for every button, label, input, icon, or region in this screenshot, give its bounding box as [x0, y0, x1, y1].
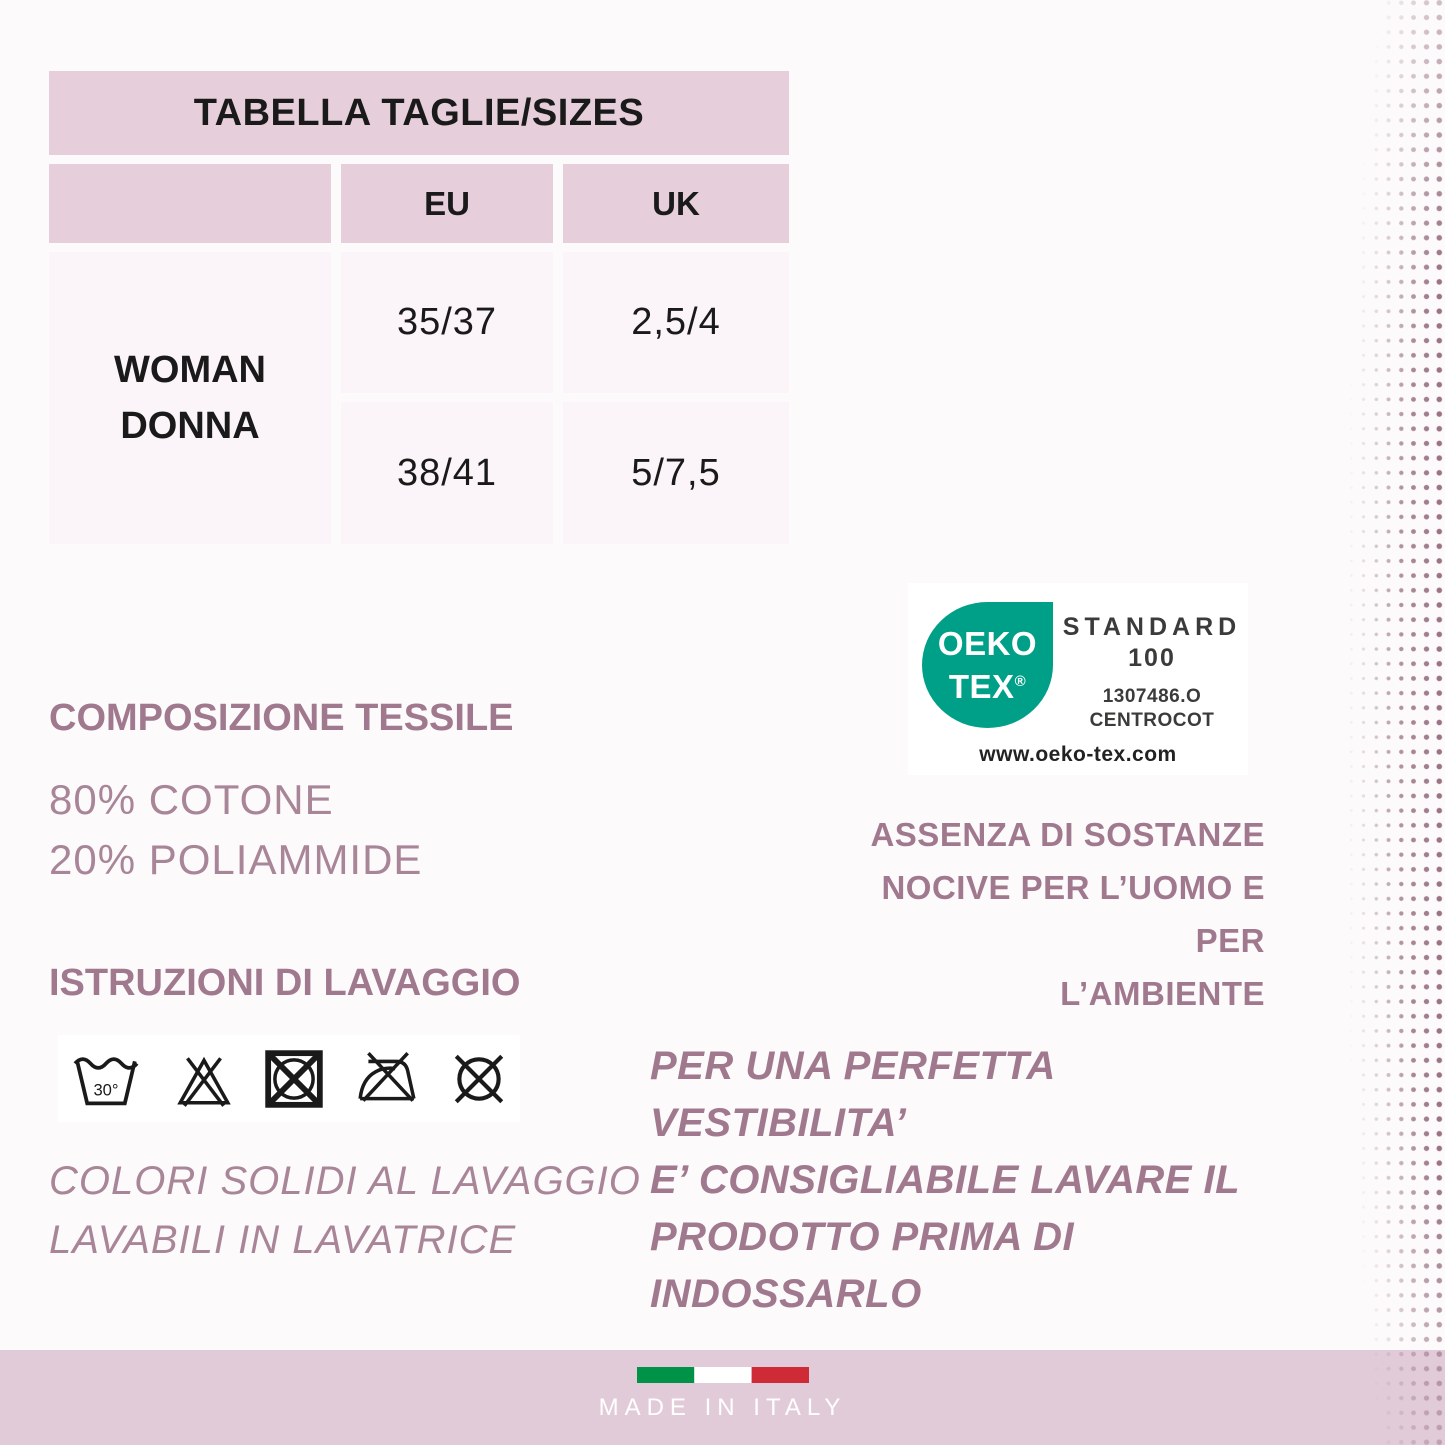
size-table-col-eu: EU — [341, 164, 553, 243]
washing-notes — [49, 1152, 641, 1270]
oeko-tex-label — [908, 583, 1248, 775]
size-table — [49, 71, 789, 544]
group-label-line1: WOMAN — [114, 349, 266, 391]
fit-advice-line2: E’ CONSIGLIABILE LAVARE IL — [650, 1158, 1241, 1202]
oeko-tex-drop-logo — [922, 602, 1053, 728]
washing-heading: ISTRUZIONI DI LAVAGGIO — [49, 962, 521, 1004]
fit-advice-line3: PRODOTTO PRIMA DI INDOSSARLO — [650, 1215, 1075, 1316]
oeko-institute: CENTROCOT — [1089, 710, 1215, 731]
do-not-dry-clean-icon — [448, 1048, 510, 1110]
oeko-logo-line1: OEKO — [937, 624, 1038, 662]
composition-items — [49, 770, 422, 890]
size-table-corner-cell — [49, 164, 331, 243]
composition-line-polyamide: 20% POLIAMMIDE — [49, 836, 423, 883]
fit-advice-line1: PER UNA PERFETTA VESTIBILITA’ — [650, 1044, 1055, 1145]
oeko-logo-line2: TEX® — [948, 667, 1027, 705]
oeko-claim-line2: NOCIVE PER L’UOMO E PER — [881, 869, 1265, 959]
oeko-standard-number: 100 — [1128, 644, 1176, 672]
table-cell-uk-row1: 2,5/4 — [563, 252, 789, 393]
oeko-claim-line3: L’AMBIENTE — [1060, 975, 1265, 1012]
halftone-dots-decoration — [1332, 0, 1445, 1445]
washing-note-line1: COLORI SOLIDI AL LAVAGGIO — [49, 1159, 641, 1203]
size-table-col-uk: UK — [563, 164, 789, 243]
table-cell-eu-row1: 35/37 — [341, 252, 553, 393]
size-table-title: TABELLA TAGLIE/SIZES — [49, 71, 789, 155]
table-cell-eu-row2: 38/41 — [341, 402, 553, 544]
italian-flag-icon — [637, 1367, 809, 1383]
oeko-claim — [830, 808, 1265, 1020]
do-not-iron-icon — [354, 1048, 420, 1110]
registered-mark: ® — [1014, 672, 1027, 690]
composition-heading: COMPOSIZIONE TESSILE — [49, 697, 514, 739]
oeko-standard-block — [1058, 613, 1246, 732]
oeko-website: www.oeko-tex.com — [979, 743, 1177, 766]
oeko-standard-label: STANDARD — [1062, 613, 1242, 641]
wash-temp-label: 30° — [93, 1080, 119, 1100]
washing-note-line2: LAVABILI IN LAVATRICE — [49, 1218, 517, 1262]
size-table-group-woman — [49, 252, 331, 544]
fit-advice — [650, 1038, 1310, 1323]
do-not-tumble-dry-icon — [263, 1048, 325, 1110]
care-icons-strip — [58, 1035, 520, 1122]
table-cell-uk-row2: 5/7,5 — [563, 402, 789, 544]
group-label-line2: DONNA — [120, 405, 260, 447]
oeko-cert-number: 1307486.O — [1102, 686, 1202, 707]
made-in-italy-label: MADE IN ITALY — [598, 1394, 847, 1421]
composition-line-cotton: 80% COTONE — [49, 776, 334, 823]
wash-30c-icon — [68, 1048, 144, 1110]
oeko-claim-line1: ASSENZA DI SOSTANZE — [870, 816, 1265, 853]
footer-bar — [0, 1350, 1445, 1445]
do-not-bleach-icon — [173, 1048, 235, 1110]
